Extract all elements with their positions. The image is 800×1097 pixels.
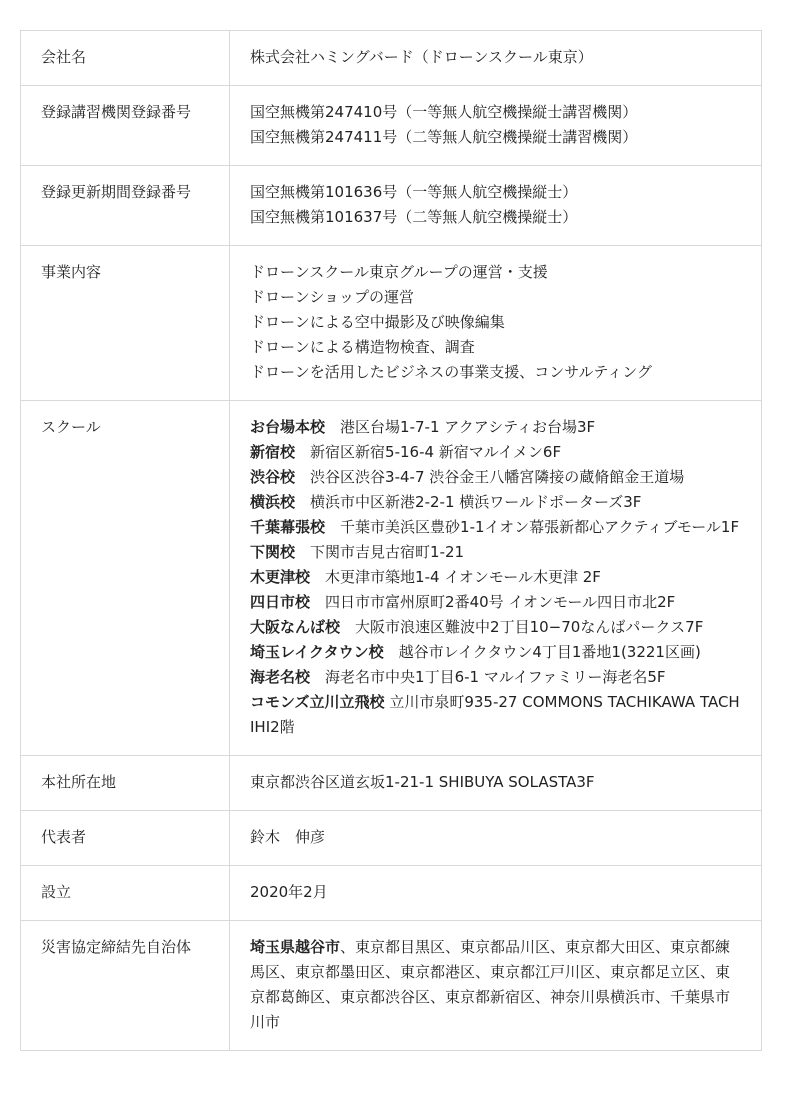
school-entry	[250, 515, 741, 540]
row-business	[21, 246, 762, 401]
business-line: ドローンによる構造物検査、調査	[250, 338, 475, 356]
disaster-agreement-value	[230, 921, 762, 1051]
row-company	[21, 31, 762, 86]
school-name: 渋谷校	[250, 468, 296, 486]
school-separator	[295, 468, 310, 486]
row-head-office	[21, 756, 762, 811]
school-separator	[325, 518, 340, 536]
school-address: 下関市吉見古宿町1-21	[310, 543, 465, 561]
representative-value: 鈴木 伸彦	[230, 811, 762, 866]
school-address: 四日市市富州原町2番40号 イオンモール四日市北2F	[325, 593, 676, 611]
school-separator	[340, 618, 355, 636]
school-name: お台場本校	[250, 418, 326, 436]
school-entry	[250, 490, 741, 515]
business-line: ドローンショップの運営	[250, 288, 415, 306]
schools-label: スクール	[21, 401, 230, 756]
row-schools	[21, 401, 762, 756]
school-name: 横浜校	[250, 493, 296, 511]
school-name: 千葉幕張校	[250, 518, 326, 536]
school-separator	[310, 668, 325, 686]
established-value: 2020年2月	[230, 866, 762, 921]
school-name: 木更津校	[250, 568, 311, 586]
school-name: 下関校	[250, 543, 296, 561]
school-entry	[250, 615, 741, 640]
school-address: 新宿区新宿5-16-4 新宿マルイメン6F	[310, 443, 562, 461]
school-separator	[295, 493, 310, 511]
representative-label: 代表者	[21, 811, 230, 866]
disaster-agreement-highlight: 埼玉県越谷市	[250, 938, 341, 956]
row-renewal-registration	[21, 166, 762, 246]
company-info-table	[20, 30, 762, 1051]
school-entry	[250, 690, 741, 740]
school-address: 渋谷区渋谷3-4-7 渋谷金王八幡宮隣接の蔵脩館金王道場	[310, 468, 685, 486]
school-entry	[250, 440, 741, 465]
school-name: 大阪なんば校	[250, 618, 341, 636]
school-separator	[310, 593, 325, 611]
school-separator	[325, 418, 340, 436]
school-separator	[295, 543, 310, 561]
school-address: 千葉市美浜区豊砂1-1イオン幕張新都心アクティブモール1F	[340, 518, 740, 536]
school-separator	[295, 443, 310, 461]
training-registration-label: 登録講習機関登録番号	[21, 86, 230, 166]
school-address: 立川市泉町935-27 COMMONS TACHIKAWA TACHIHI2階	[250, 693, 740, 736]
row-established	[21, 866, 762, 921]
renewal-registration-line: 国空無機第101637号（二等無人航空機操縦士）	[250, 208, 578, 226]
training-registration-line: 国空無機第247410号（一等無人航空機操縦士講習機関）	[250, 103, 638, 121]
row-disaster-agreement	[21, 921, 762, 1051]
company-value: 株式会社ハミングバード（ドローンスクール東京）	[230, 31, 762, 86]
school-separator	[310, 568, 325, 586]
renewal-registration-line: 国空無機第101636号（一等無人航空機操縦士）	[250, 183, 578, 201]
school-name: コモンズ立川立飛校	[250, 693, 385, 711]
school-entry	[250, 415, 741, 440]
school-address: 海老名市中央1丁目6-1 マルイファミリー海老名5F	[325, 668, 666, 686]
business-line: ドローンスクール東京グループの運営・支援	[250, 263, 548, 281]
school-entry	[250, 665, 741, 690]
training-registration-value	[230, 86, 762, 166]
school-address: 木更津市築地1-4 イオンモール木更津 2F	[325, 568, 601, 586]
established-label: 設立	[21, 866, 230, 921]
business-line: ドローンを活用したビジネスの事業支援、コンサルティング	[250, 363, 653, 381]
school-name: 四日市校	[250, 593, 311, 611]
school-name: 海老名校	[250, 668, 311, 686]
training-registration-line: 国空無機第247411号（二等無人航空機操縦士講習機関）	[250, 128, 638, 146]
school-entry	[250, 540, 741, 565]
company-label: 会社名	[21, 31, 230, 86]
renewal-registration-value	[230, 166, 762, 246]
business-line: ドローンによる空中撮影及び映像編集	[250, 313, 505, 331]
disaster-agreement-list: 、東京都目黒区、東京都品川区、東京都大田区、東京都練馬区、東京都墨田区、東京都港区、東京都江戸川区、東京都足立区、東京都葛飾区、東京都渋谷区、東京都新宿区、神奈川県横浜市、千葉県市川市	[250, 938, 731, 1031]
school-address: 港区台場1-7-1 アクアシティお台場3F	[340, 418, 596, 436]
business-label: 事業内容	[21, 246, 230, 401]
school-address: 横浜市中区新港2-2-1 横浜ワールドポーターズ3F	[310, 493, 642, 511]
schools-value	[230, 401, 762, 756]
school-separator	[384, 643, 399, 661]
disaster-agreement-label: 災害協定締結先自治体	[21, 921, 230, 1051]
school-address: 大阪市浪速区難波中2丁目10−70なんばパークス7F	[355, 618, 704, 636]
renewal-registration-label: 登録更新期間登録番号	[21, 166, 230, 246]
school-entry	[250, 590, 741, 615]
business-value	[230, 246, 762, 401]
school-entry	[250, 565, 741, 590]
head-office-value: 東京都渋谷区道玄坂1-21-1 SHIBUYA SOLASTA3F	[230, 756, 762, 811]
row-representative	[21, 811, 762, 866]
row-training-registration	[21, 86, 762, 166]
school-entry	[250, 640, 741, 665]
head-office-label: 本社所在地	[21, 756, 230, 811]
school-address: 越谷市レイクタウン4丁目1番地1(3221区画)	[398, 643, 701, 661]
school-name: 埼玉レイクタウン校	[250, 643, 384, 661]
school-entry	[250, 465, 741, 490]
school-name: 新宿校	[250, 443, 296, 461]
